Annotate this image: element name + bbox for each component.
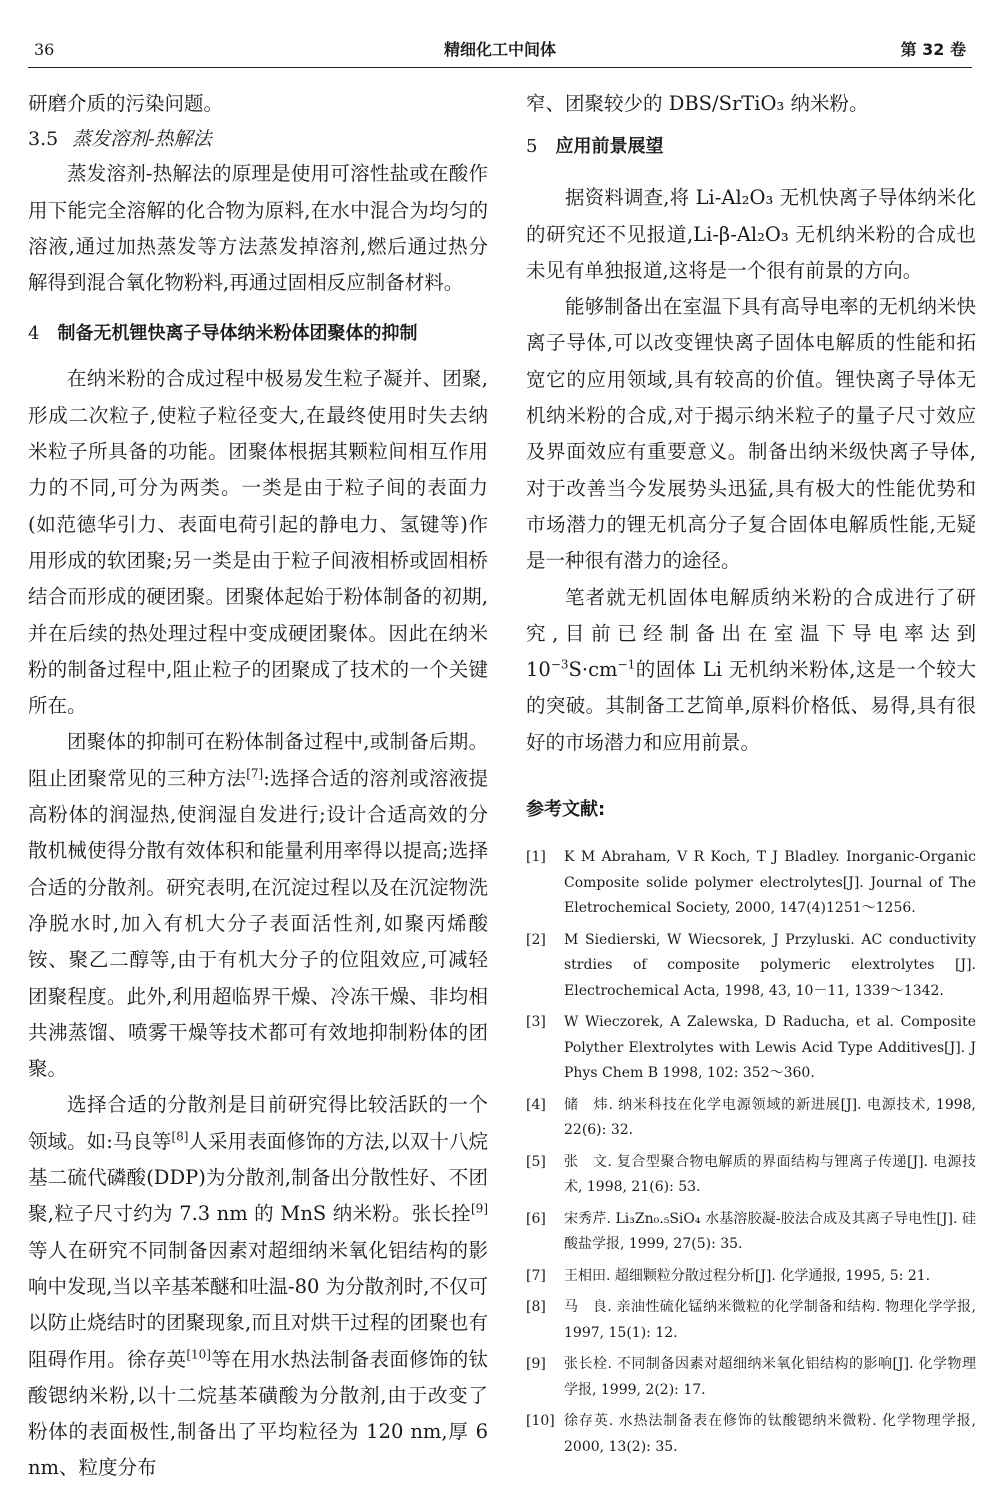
reference-text: 王相田. 超细颗粒分散过程分析[J]. 化学通报, 1995, 5: 21. — [564, 1267, 931, 1284]
text-run: 的固体 Li 无机纳米粉体,这是一个较大的突破。其制备工艺简单,原料价格低、易得,具有很好的市场潜力和应用前景。 — [526, 658, 976, 754]
reference-list — [526, 845, 976, 1460]
text-run: 团聚体的抑制可在粉体制备过程中,或制备后期。阻止团聚常见的三种方法 — [28, 730, 488, 790]
paragraph: 研磨介质的污染问题。 — [28, 92, 224, 115]
references-heading: 参考文献: — [526, 799, 606, 821]
section-title: 应用前景展望 — [555, 136, 664, 158]
reference-number: [1] — [526, 849, 546, 866]
reference-text: 马 良. 亲油性硫化锰纳米微粒的化学制备和结构. 物理化学学报, 1997, 15(1): 12. — [564, 1299, 976, 1341]
reference-item — [526, 1295, 976, 1346]
reference-item — [526, 1207, 976, 1258]
reference-number: [8] — [526, 1299, 546, 1316]
exponent: −1 — [617, 657, 636, 672]
text-run: 等在用水热法制备表面修饰的钛酸锶纳米粉,以十二烷基苯磺酸为分散剂,由于改变了粉体的表面极性,制备出了平均粒径为 120 nm,厚 6 nm、粒度分布 — [28, 1347, 488, 1480]
section-heading-3-5 — [28, 122, 488, 156]
reference-number: [10] — [526, 1413, 555, 1430]
reference-text: K M Abraham, V R Koch, T J Bladley. Inorganic-Organic Composite solide polymer electrolytes[J]. Journal of The Eletrochemical Society, 2000, 147(4)1251～1256. — [564, 849, 976, 917]
text-run: :选择合适的溶剂或溶液提高粉体的润湿热,使润湿自发进行;设计合适高效的分散机械使得分散有效体积和能量利用率得以提高;选择合适的分散剂。研究表明,在沉淀过程以及在沉淀物洗净脱水时,加入有机大分子表面活性剂,如聚丙烯酸铵、聚乙二醇等,由于有机大分子的位阻效应,可减轻团聚程度。此外,利用超临界干燥、冷冻干燥、非均相共沸蒸馏、喷雾干燥等技术都可有效地抑制粉体的团聚。 — [28, 766, 488, 1081]
paragraph — [526, 580, 976, 761]
paragraph: 能够制备出在室温下具有高导电率的无机纳米快离子导体,可以改变锂快离子固体电解质的性能和拓宽它的应用领域,具有较高的价值。锂快离子导体无机纳米粉的合成,对于揭示纳米粒子的量子尺寸效应及界面效应有重要意义。制备出纳米级快离子导体,对于改善当今发展势头迅猛,具有极大的性能优势和市场潜力的锂无机高分子复合固体电解质性能,无疑是一种很有潜力的途径。 — [526, 295, 976, 573]
paragraph — [28, 1087, 488, 1486]
reference-text: 徐存英. 水热法制备表在修饰的钛酸锶纳米微粉. 化学物理学报, 2000, 13(2): 35. — [564, 1413, 976, 1455]
reference-number: [9] — [526, 1356, 546, 1373]
reference-item — [526, 1409, 976, 1460]
exponent: −3 — [550, 657, 569, 672]
paragraph: 蒸发溶剂-热解法的原理是使用可溶性盐或在酸作用下能完全溶解的化合物为原料,在水中混合为均匀的溶液,通过加热蒸发等方法蒸发掉溶剂,燃后通过热分解得到混合氧化物粉料,再通过固相反应制备材料。 — [28, 162, 488, 295]
section-number: 4 — [28, 323, 40, 345]
citation: [9] — [471, 1201, 488, 1216]
reference-item — [526, 928, 976, 1005]
volume-label: 第 32 卷 — [900, 40, 966, 59]
paragraph: 在纳米粉的合成过程中极易发生粒子凝并、团聚,形成二次粒子,使粒子粒径变大,在最终使用时失去纳米粒子所具备的功能。团聚体根据其颗粒间相互作用力的不同,可分为两类。一类是由于粒子间的表面力(如范德华引力、表面电荷引起的静电力、氢键等)作用形成的软团聚;另一类是由于粒子间液相桥或固相桥结合而形成的硬团聚。团聚体起始于粉体制备的初期,并在后续的热处理过程中变成硬团聚体。因此在纳米粉的制备过程中,阻止粒子的团聚成了技术的一个关键所在。 — [28, 367, 488, 718]
paragraph: 窄、团聚较少的 DBS/SrTiO₃ 纳米粉。 — [526, 92, 869, 115]
section-title: 蒸发溶剂-热解法 — [72, 128, 212, 151]
citation: [7] — [246, 766, 264, 781]
section-number: 5 — [526, 136, 538, 158]
section-number: 3.5 — [28, 128, 59, 151]
journal-title: 精细化工中间体 — [443, 40, 556, 59]
reference-item — [526, 1010, 976, 1087]
reference-text: 储 炜. 纳米科技在化学电源领域的新进展[J]. 电源技术, 1998, 22(6): 32. — [564, 1096, 976, 1139]
reference-text: 张 文. 复合型聚合物电解质的界面结构与锂离子传递[J]. 电源技术, 1998, 21(6): 53. — [564, 1153, 976, 1196]
text-run: 笔者就无机固体电解质纳米粉的合成进行了研究,目前已经制备出在室温下导电率达到 10 — [526, 585, 976, 682]
section-heading-5 — [526, 132, 976, 158]
reference-number: [4] — [526, 1096, 546, 1113]
right-column — [526, 86, 976, 1466]
paragraph: 据资料调查,将 Li-Al₂O₃ 无机快离子导体纳米化的研究还不见报道,Li-β-Al₂O₃ 无机纳米粉的合成也未见有单独报道,这将是一个很有前景的方向。 — [526, 186, 976, 282]
citation: [8] — [171, 1129, 189, 1144]
reference-text: M Siedierski, W Wiecsorek, J Przyluski. AC conductivity strdies of composite polymeric elextrolytes [J]. Electrochemical Acta, 1998, 43, 10－11, 1339～1342. — [564, 931, 976, 999]
section-heading-4 — [28, 319, 488, 345]
left-column — [28, 86, 488, 1487]
reference-number: [3] — [526, 1014, 546, 1031]
reference-number: [5] — [526, 1153, 546, 1170]
text-run: 人采用表面修饰的方法,以双十八烷基二硫代磷酸(DDP)为分散剂,制备出分散性好、不团聚,粒子尺寸约为 7.3 nm 的 MnS 纳米粉。张长拴 — [28, 1129, 488, 1226]
reference-text: 宋秀芹. Li₃Zn₀.₅SiO₄ 水基溶胶凝-胶法合成及其离子导电性[J]. 硅酸盐学报, 1999, 27(5): 35. — [564, 1210, 976, 1253]
reference-number: [7] — [526, 1267, 546, 1284]
text-run: S·cm — [568, 658, 618, 682]
text-run: 选择合适的分散剂是目前研究得比较活跃的一个领域。如:马良等 — [28, 1093, 488, 1153]
page-number: 36 — [34, 40, 55, 59]
text-run: 等人在研究不同制备因素对超细纳米氧化铝结构的影响中发现,当以辛基苯醚和吐温-80 为分散剂时,不仅可以防止烧结时的团聚现象,而且对烘干过程的团聚也有阻碍作用。徐存英 — [28, 1238, 488, 1371]
reference-text: 张长栓. 不同制备因素对超细纳米氧化铝结构的影响[J]. 化学物理学报, 1999, 2(2): 17. — [564, 1356, 976, 1398]
page-header — [28, 36, 972, 64]
section-title: 制备无机锂快离子导体纳米粉体团聚体的抑制 — [57, 323, 418, 345]
header-rule — [28, 67, 972, 68]
reference-item — [526, 1150, 976, 1201]
reference-item — [526, 1093, 976, 1144]
reference-item — [526, 1264, 976, 1290]
citation: [10] — [186, 1347, 211, 1361]
reference-item — [526, 845, 976, 922]
reference-number: [2] — [526, 931, 546, 948]
reference-text: W Wieczorek, A Zalewska, D Raducha, et al. Composite Polyther Elextrolytes with Lewis Acid Type Additives[J]. J Phys Chem B 1998, 102: 352～360. — [564, 1014, 976, 1082]
reference-number: [6] — [526, 1210, 546, 1227]
paragraph — [28, 724, 488, 1087]
reference-item — [526, 1352, 976, 1403]
